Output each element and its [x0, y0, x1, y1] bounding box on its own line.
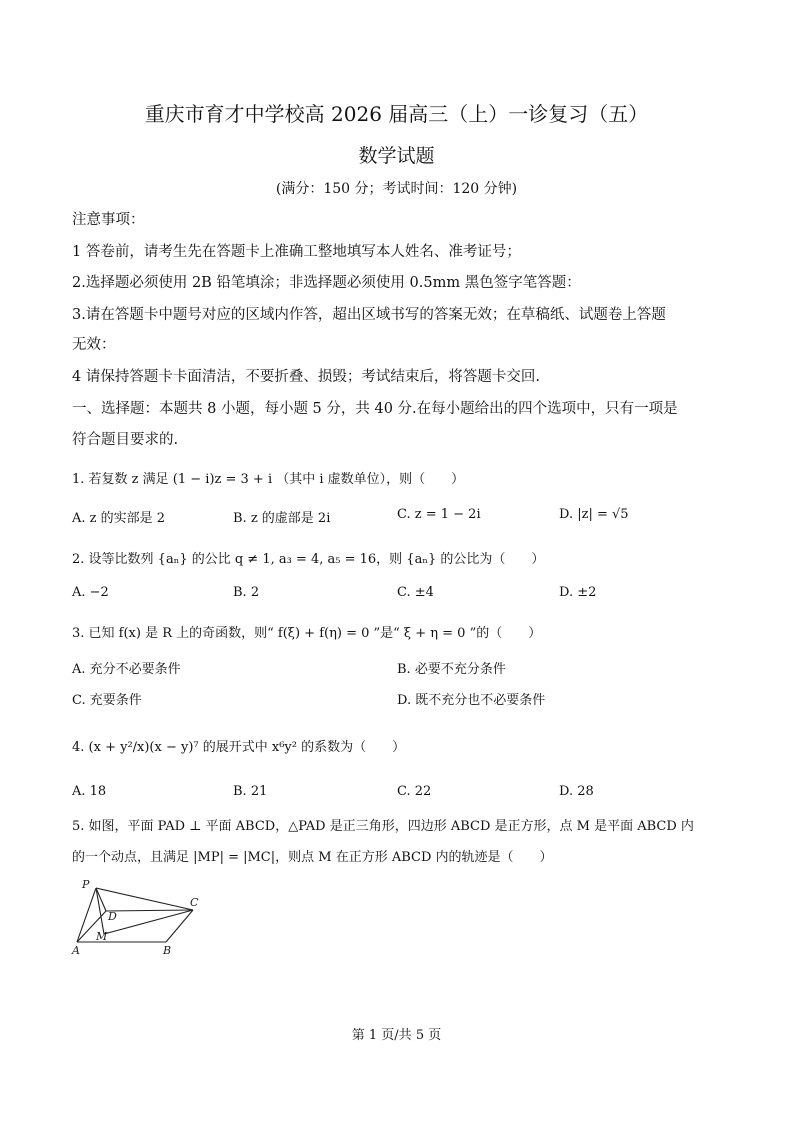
edge-bc [166, 910, 193, 942]
segment-pm [96, 888, 104, 934]
question-5-stem-cont: 的一个动点，且满足 |MP| = |MC|，则点 M 在正方形 ABCD 内的轨迹是（ ） [72, 850, 553, 865]
q1-option-b: B. z 的虚部是 2i [233, 511, 331, 526]
label-b: B [163, 944, 172, 957]
question-2-stem: 2. 设等比数列 {aₙ} 的公比 q ≠ 1, a₃ = 4, a₅ = 16，则 {aₙ} 的公比为（ ） [72, 552, 545, 567]
edge-ap [77, 888, 96, 942]
q2-option-d: D. ±2 [559, 585, 597, 600]
notes-heading: 注意事项： [72, 212, 145, 228]
note-item: 无效： [72, 337, 116, 353]
question-1-stem: 1. 若复数 z 满足 (1 − i)z = 3 + i （其中 i 虚数单位），则（ ） [72, 472, 465, 487]
label-p: P [82, 878, 90, 891]
q3-option-b: B. 必要不充分条件 [397, 662, 506, 677]
label-m: M [96, 930, 108, 943]
q3-option-c: C. 充要条件 [72, 693, 142, 708]
q4-option-a: A. 18 [72, 784, 107, 799]
q4-option-b: B. 21 [233, 784, 268, 799]
question-4-stem: 4. (x + y²/x)(x − y)⁷ 的展开式中 x⁶y² 的系数为（ ） [72, 740, 406, 755]
edge-dc [106, 910, 193, 911]
page-footer: 第 1 页/共 5 页 [351, 1028, 442, 1043]
page-title: 重庆市育才中学校高 2026 届高三（上）一诊复习（五） [144, 102, 649, 126]
exam-subject: 数学试题 [358, 145, 435, 167]
q4-option-d: D. 28 [559, 784, 594, 799]
q2-option-a: A. −2 [72, 585, 109, 600]
q1-option-d: D. |z| = √5 [559, 507, 629, 522]
q3-option-d: D. 既不充分也不必要条件 [397, 693, 546, 708]
q2-option-c: C. ±4 [397, 585, 434, 600]
q3-option-a: A. 充分不必要条件 [72, 662, 181, 677]
q1-option-c: C. z = 1 − 2i [397, 507, 481, 522]
label-a: A [72, 944, 80, 957]
note-item: 1 答卷前，请考生先在答题卡上准确工整地填写本人姓名、准考证号； [72, 244, 521, 260]
label-d: D [108, 910, 117, 923]
segment-mc [104, 910, 193, 934]
q4-option-c: C. 22 [397, 784, 432, 799]
note-item: 3.请在答题卡中题号对应的区域内作答，超出区域书写的答案无效；在草稿纸、试题卷上答题 [72, 307, 666, 323]
q2-option-b: B. 2 [233, 585, 260, 600]
section-heading: 一、选择题：本题共 8 小题，每小题 5 分，共 40 分.在每小题给出的四个选项中，只有一项是 [72, 401, 678, 417]
q1-option-a: A. z 的实部是 2 [72, 511, 166, 526]
section-heading-cont: 符合题目要求的. [72, 432, 179, 448]
edge-pc [96, 888, 193, 910]
question-3-stem: 3. 已知 f(x) 是 R 上的奇函数，则“ f(ξ) + f(η) = 0 ”是“ ξ + η = 0 ”的（ ） [72, 626, 542, 641]
note-item: 4 请保持答题卡卡面清洁，不要折叠、损毁；考试结束后，将答题卡交回. [72, 369, 540, 385]
note-item: 2.选择题必须使用 2B 铅笔填涂；非选择题必须使用 0.5mm 黑色签字笔答题： [72, 275, 581, 291]
q5-figure [68, 876, 208, 958]
question-5-stem: 5. 如图，平面 PAD ⊥ 平面 ABCD，△PAD 是正三角形，四边形 ABCD 是正方形，点 M 是平面 ABCD 内 [72, 819, 694, 834]
label-c: C [190, 896, 199, 909]
exam-meta: (满分：150 分；考试时间：120 分钟) [275, 181, 518, 197]
